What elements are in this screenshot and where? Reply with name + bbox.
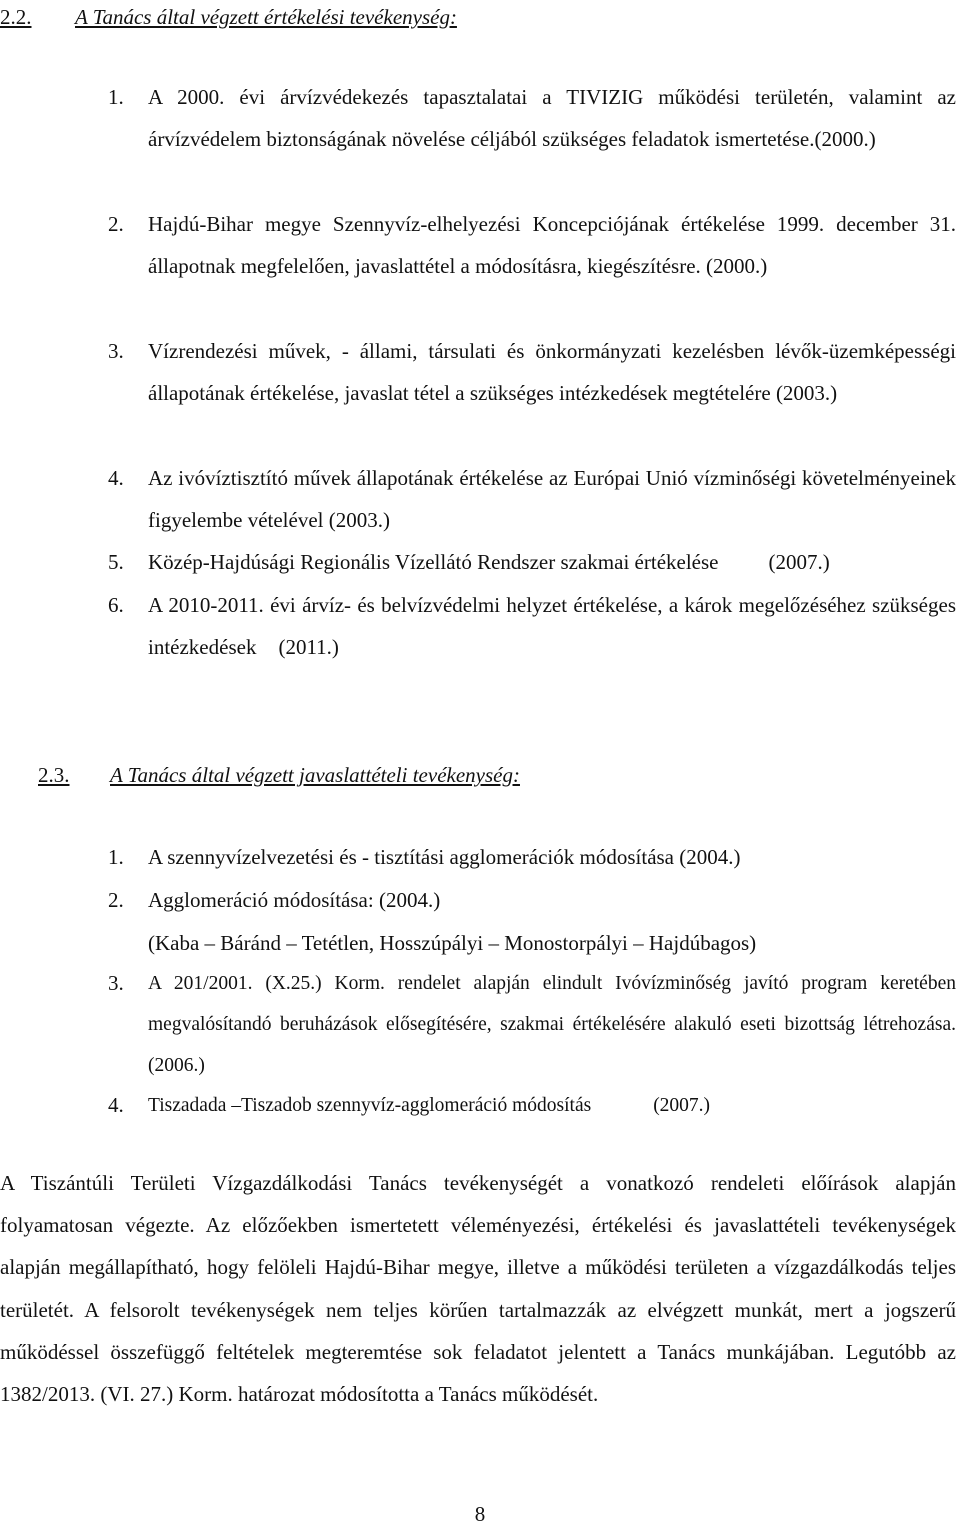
item-year: (2007.) [768, 550, 830, 574]
item-text: Hajdú-Bihar megye Szennyvíz-elhelyezési Koncepciójának értékelése 1999. december 31. állapotnak megfelelően, javaslattétel a módosításra, kiegészítésre. (2000.) [148, 212, 956, 278]
section-title: A Tanács által végzett értékelési tevékenység: [75, 5, 457, 29]
section-heading-2-3 [38, 760, 598, 790]
item-year: (2011.) [278, 635, 339, 659]
item-text-secondary: (Kaba – Báránd – Tetétlen, Hosszúpályi – Monostorpályi – Hajdúbagos) [148, 931, 757, 955]
list-item [108, 1085, 956, 1126]
item-number: 2. [108, 888, 124, 912]
section-title: A Tanács által végzett javaslattételi tevékenység: [110, 763, 520, 787]
item-number: 1. [108, 845, 124, 869]
item-number: 2. [108, 212, 124, 236]
closing-paragraph: A Tiszántúli Területi Vízgazdálkodási Tanács tevékenységét a vonatkozó rendeleti előírások alapján folyamatosan végezte. Az előzőekben ismertetett véleményezési, értékelési és javaslattételi tevékenységek alapján megállapítható, hogy felöleli Hajdú-Bihar megye, illetve a működési területen a vízgazdálkodás teljes területét. A felsorolt tevékenységek nem teljes körűen tartalmazzák az elvégzett munkát, mert a jogszerű működéssel összefüggő feltételek megteremtése sok feladatot jelentett a Tanács munkájában. Legutóbb az 1382/2013. (VI. 27.) Korm. határozat módosította a Tanács működését. [0, 1171, 956, 1407]
page-number: 8 [474, 1502, 486, 1526]
item-number: 1. [108, 85, 124, 109]
list-item [108, 76, 956, 160]
item-number: 3. [108, 971, 124, 995]
item-text: Az ivóvíztisztító művek állapotának értékelése az Európai Unió vízminőségi követelményeinek figyelembe vételével (2003.) [148, 466, 956, 532]
list-item [108, 330, 956, 414]
list-item [108, 963, 956, 1086]
item-text: Közép-Hajdúsági Regionális Vízellátó Rendszer szakmai értékelése [148, 550, 719, 574]
item-number: 3. [108, 339, 124, 363]
item-number: 4. [108, 466, 124, 490]
item-year: (2007.) [653, 1095, 711, 1116]
list-item [108, 541, 956, 583]
item-text: A szennyvízelvezetési és - tisztítási agglomerációk módosítása (2004.) [148, 845, 741, 869]
list-item [108, 836, 956, 879]
section-heading-2-2 [0, 2, 560, 32]
list-item [108, 879, 956, 965]
item-text: A 2010-2011. évi árvíz- és belvízvédelmi helyzet értékelése, a károk megelőzéséhez szükséges intézkedések [148, 593, 956, 659]
item-text: Tiszadada –Tiszadob szennyvíz-agglomeráció módosítás [148, 1095, 592, 1116]
section-number: 2.2. [0, 5, 32, 29]
item-number: 5. [108, 550, 124, 574]
item-text: A 2000. évi árvízvédekezés tapasztalatai a TIVIZIG működési területén, valamint az árvízvédelem biztonságának növelése céljából szükséges feladatok ismertetése.(2000.) [148, 85, 956, 151]
item-text: A 201/2001. (X.25.) Korm. rendelet alapján elindult Ivóvízminőség javító program keretében megvalósítandó beruházások elősegítésére, szakmai értékelésére alakuló eseti bizottság létrehozása. (2006.) [148, 973, 956, 1076]
list-item [108, 584, 956, 668]
list-item [108, 457, 956, 541]
item-number: 6. [108, 593, 124, 617]
item-text: Vízrendezési művek, - állami, társulati és önkormányzati kezelésben lévők-üzemképességi állapotának értékelése, javaslat tétel a szükséges intézkedések megtételére (2003.) [148, 339, 956, 405]
section-number: 2.3. [38, 763, 70, 787]
item-text: Agglomeráció módosítása: (2004.) [148, 888, 441, 912]
item-number: 4. [108, 1093, 124, 1117]
list-item [108, 203, 956, 287]
